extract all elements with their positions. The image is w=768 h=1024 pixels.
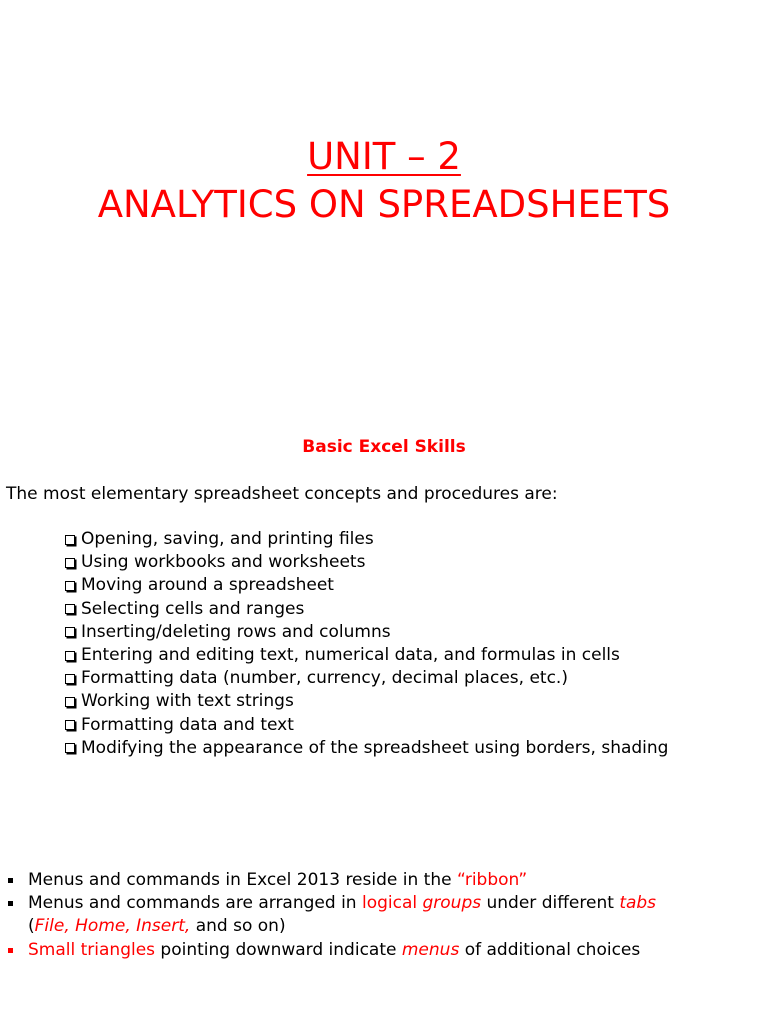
triangles-term: Small triangles: [28, 939, 156, 960]
bullet-text: of additional choices: [459, 939, 641, 960]
checkbox-icon: [65, 651, 75, 661]
bullet-text: and so on): [190, 916, 286, 937]
checkbox-icon: [65, 558, 75, 568]
checkbox-icon: [65, 743, 75, 753]
checkbox-icon: [65, 627, 75, 637]
checkbox-icon: [65, 581, 75, 591]
skill-label: Formatting data (number, currency, decimal places, etc.): [81, 668, 568, 689]
intro-text: The most elementary spreadsheet concepts and procedures are:: [6, 484, 558, 504]
ribbon-term: “ribbon”: [456, 870, 528, 890]
square-bullet-icon: [8, 878, 13, 883]
list-item: [64, 737, 668, 760]
checkbox-icon: [65, 535, 75, 545]
groups-term: groups: [422, 893, 482, 914]
section-heading: Basic Excel Skills: [302, 437, 466, 457]
list-item: [64, 667, 668, 690]
skill-label: Using workbooks and worksheets: [81, 552, 366, 573]
list-item: [64, 644, 668, 667]
logical-term: logical: [361, 893, 423, 914]
bullet-text: (: [28, 916, 35, 937]
list-item: [64, 528, 668, 551]
square-bullet-icon: [8, 901, 13, 906]
list-item: [6, 939, 656, 962]
checkbox-icon: [65, 697, 75, 707]
tab-names: File, Home, Insert,: [34, 916, 191, 937]
skills-list: [64, 528, 668, 760]
skill-label: Modifying the appearance of the spreadsheet using borders, shading: [81, 737, 669, 758]
unit-subtitle: ANALYTICS ON SPREADSHEETS: [97, 183, 671, 226]
list-item: [64, 621, 668, 644]
list-item: [64, 598, 668, 621]
checkbox-icon: [65, 720, 75, 730]
skill-label: Inserting/deleting rows and columns: [81, 621, 391, 642]
skill-label: Working with text strings: [81, 691, 294, 712]
bullet-text: under different: [481, 893, 620, 914]
list-item: [64, 574, 668, 597]
unit-title: UNIT – 2: [307, 135, 461, 178]
list-item: [64, 690, 668, 713]
list-item: [6, 869, 656, 892]
list-item: [64, 551, 668, 574]
bullet-text: Menus and commands in Excel 2013 reside in the: [28, 870, 457, 890]
tabs-term: tabs: [619, 893, 657, 914]
skill-label: Formatting data and text: [81, 714, 294, 735]
ribbon-notes-list: [6, 869, 656, 962]
skill-label: Moving around a spreadsheet: [81, 575, 334, 596]
square-bullet-icon: [8, 948, 13, 953]
bullet-text: pointing downward indicate: [155, 939, 402, 960]
bullet-text: Menus and commands are arranged in: [28, 893, 362, 914]
checkbox-icon: [65, 604, 75, 614]
page-title: [0, 133, 768, 229]
list-item: [6, 892, 656, 938]
skill-label: Selecting cells and ranges: [81, 598, 305, 619]
list-item: [64, 714, 668, 737]
menus-term: menus: [401, 939, 460, 960]
skill-label: Entering and editing text, numerical data, and formulas in cells: [81, 645, 620, 666]
skill-label: Opening, saving, and printing files: [81, 529, 374, 549]
checkbox-icon: [65, 674, 75, 684]
